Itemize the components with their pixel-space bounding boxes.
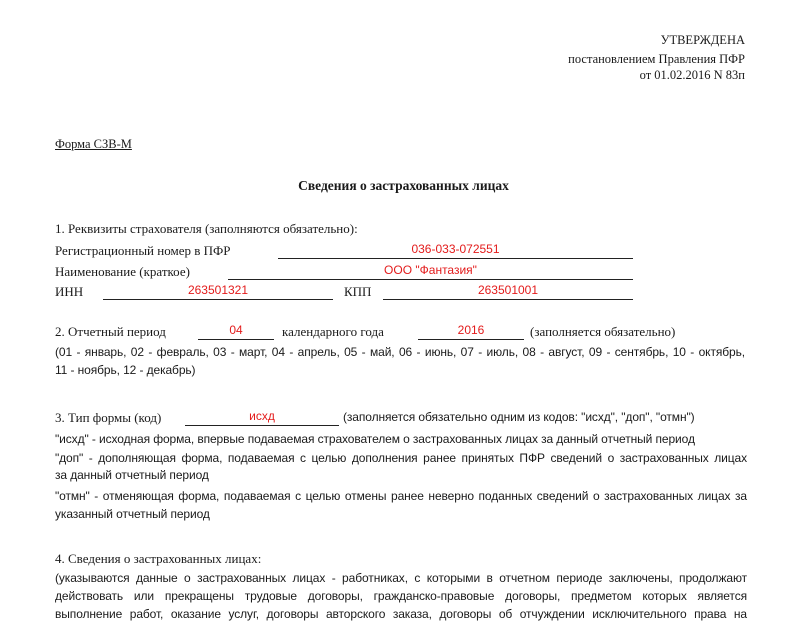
section1-heading: 1. Реквизиты страхователя (заполняются обязательно): <box>55 221 358 236</box>
inn-underline <box>103 299 333 300</box>
org-name-label: Наименование (краткое) <box>55 264 190 279</box>
reg-number-underline <box>278 258 633 259</box>
period-label: 2. Отчетный период <box>55 324 166 339</box>
dop-description-1: "доп" - дополняющая форма, подаваемая с целью дополнения ранее принятых ПФР сведений о застрахованных лицах <box>55 451 747 465</box>
kpp-underline <box>383 299 633 300</box>
dop-description-2: за данный отчетный период <box>55 468 209 482</box>
org-name-underline <box>228 279 633 280</box>
ishd-description: "исхд" - исходная форма, впервые подаваемая страхователем о застрахованных лицах за данный отчетный период <box>55 432 695 446</box>
form-name: Форма СЗВ-М <box>55 137 132 151</box>
period-underline <box>198 339 274 340</box>
inn-label: ИНН <box>55 284 84 299</box>
form-type-label: 3. Тип формы (код) <box>55 410 162 425</box>
section4-line-3: выполнение работ, оказание услуг, договоры авторского заказа, договоры об отчуждении исключительного права на <box>55 607 747 621</box>
form-type-note: (заполняется обязательно одним из кодов: "исхд", "доп", "отмн") <box>343 410 695 424</box>
months-line-2: 11 - ноябрь, 12 - декабрь) <box>55 363 196 377</box>
period-note: (заполняется обязательно) <box>530 324 676 339</box>
kpp-label: КПП <box>344 284 372 299</box>
decree-date-line: от 01.02.2016 N 83п <box>639 68 745 82</box>
period-field[interactable]: 04 <box>229 323 243 337</box>
decree-line: постановлением Правления ПФР <box>568 52 745 66</box>
year-label: календарного года <box>282 324 384 339</box>
section4-heading: 4. Сведения о застрахованных лицах: <box>55 551 262 566</box>
section4-line-2: действовать или прекращены трудовые договоры, гражданско-правовые договоры, предметом которых является <box>55 589 747 603</box>
otmn-description-2: указанный отчетный период <box>55 507 210 521</box>
org-name-field[interactable]: ООО "Фантазия" <box>384 263 477 277</box>
page-title: Сведения о застрахованных лицах <box>298 178 509 193</box>
inn-field[interactable]: 263501321 <box>187 283 249 297</box>
form-type-underline <box>185 425 339 426</box>
kpp-field[interactable]: 263501001 <box>477 283 539 297</box>
otmn-description-1: "отмн" - отменяющая форма, подаваемая с целью отмены ранее неверно поданных сведений о застрахованных лицах за <box>55 489 747 503</box>
approved-label: УТВЕРЖДЕНА <box>660 33 745 47</box>
form-type-field[interactable]: исхд <box>249 409 275 423</box>
section4-line-1: (указываются данные о застрахованных лицах - работниках, с которыми в отчетном периоде заключены, продолжают <box>55 571 747 585</box>
year-underline <box>418 339 524 340</box>
months-line-1: (01 - январь, 02 - февраль, 03 - март, 04 - апрель, 05 - май, 06 - июнь, 07 - июль, 08 - август, 09 - сентябрь, 10 - октябрь, <box>55 345 745 359</box>
reg-number-field[interactable]: 036-033-072551 <box>411 242 500 256</box>
year-field[interactable]: 2016 <box>457 323 485 337</box>
reg-number-label: Регистрационный номер в ПФР <box>55 243 231 258</box>
